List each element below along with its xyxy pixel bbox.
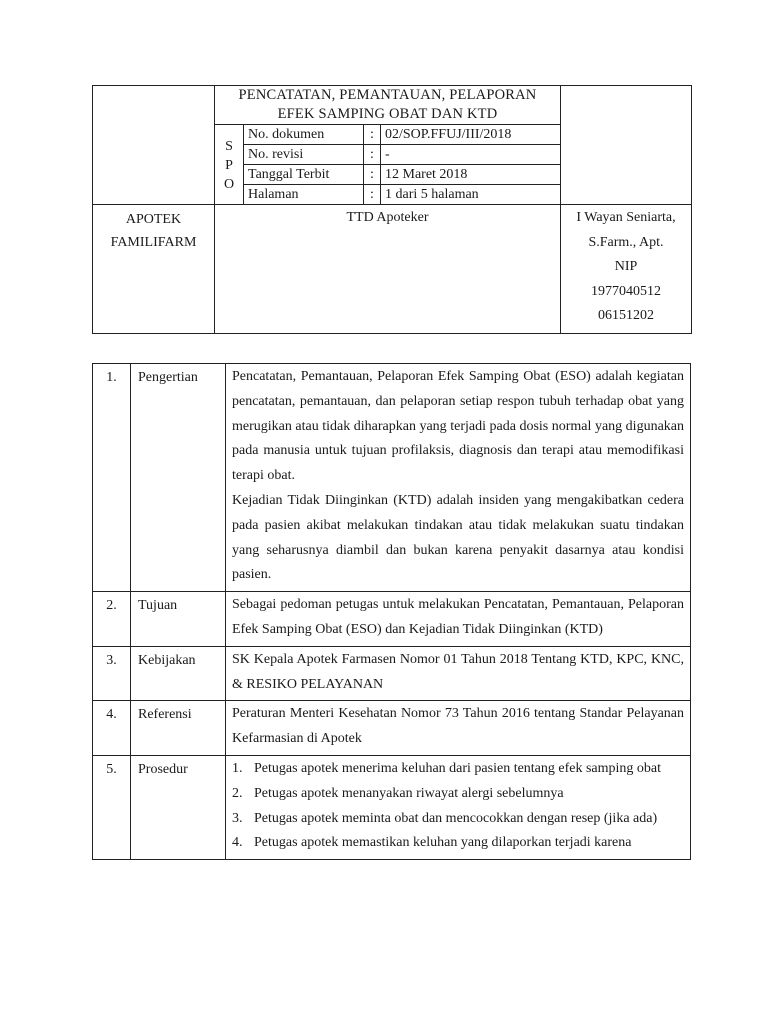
- section-content: Sebagai pedoman petugas untuk melakukan Pencatatan, Pemantauan, Pelaporan Efek Samping Obat (ESO) dan Kejadian Tidak Diinginkan (KTD): [226, 592, 691, 647]
- meta-label-revision: No. revisi: [244, 145, 364, 165]
- section-content: [226, 364, 691, 592]
- meta-colon: :: [364, 165, 381, 185]
- spo-letter-o: O: [223, 177, 235, 192]
- signer-cell: [561, 205, 692, 334]
- header-left-blank-cell: [93, 86, 215, 205]
- signature-label: TTD Apoteker: [346, 210, 429, 225]
- section-row-pengertian: [93, 364, 691, 592]
- procedure-step: [232, 831, 684, 856]
- meta-label-page: Halaman: [244, 185, 364, 205]
- section-number: 1.: [93, 364, 131, 592]
- meta-label-issue-date: Tanggal Terbit: [244, 165, 364, 185]
- step-number: 1.: [232, 760, 243, 776]
- step-number: 4.: [232, 835, 243, 851]
- meta-colon: :: [364, 125, 381, 145]
- document-title: [215, 86, 561, 125]
- section-label: Kebijakan: [131, 646, 226, 701]
- section-content: [226, 755, 691, 859]
- header-right-blank-cell: [561, 86, 692, 205]
- definition-paragraph-ktd: Kejadian Tidak Diinginkan (KTD) adalah insiden yang mengakibatkan cedera pada pasien akibat melakukan tindakan atau tidak melakukan suatu tindakan yang seharusnya diambil dan bukan karena penyakit dasarnya atau kondisi pasien.: [232, 492, 684, 583]
- section-number: 2.: [93, 592, 131, 647]
- signer-name: I Wayan Seniarta,: [576, 210, 676, 225]
- section-row-kebijakan: [93, 646, 691, 701]
- meta-colon: :: [364, 145, 381, 165]
- meta-value-page: 1 dari 5 halaman: [381, 185, 561, 205]
- step-text: Petugas apotek menerima keluhan dari pasien tentang efek samping obat: [254, 760, 662, 776]
- section-label: Tujuan: [131, 592, 226, 647]
- procedure-step: [232, 782, 684, 807]
- step-text: Petugas apotek menanyakan riwayat alergi sebelumnya: [254, 785, 564, 801]
- definition-paragraph-eso: Pencatatan, Pemantauan, Pelaporan Efek Samping Obat (ESO) adalah kegiatan pencatatan, pemantauan, dan pelaporan setiap respon tubuh terhadap obat yang merugikan atau tidak diharapkan yang terjadi pada dosis normal yang digunakan pada manusia untuk tujuan profilaksis, diagnosis dan terapi atau memodifikasi terapi obat.: [232, 369, 684, 484]
- section-label: Referensi: [131, 701, 226, 756]
- title-line-2: EFEK SAMPING OBAT DAN KTD: [277, 106, 498, 122]
- signer-nip-part-1: 1977040512: [591, 283, 661, 299]
- spo-letter-s: S: [225, 139, 233, 154]
- section-label: Pengertian: [131, 364, 226, 592]
- title-line-1: PENCATATAN, PEMANTAUAN, PELAPORAN: [238, 87, 537, 103]
- section-label: Prosedur: [131, 755, 226, 859]
- spo-letter-p: P: [225, 158, 233, 173]
- meta-value-issue-date: 12 Maret 2018: [381, 165, 561, 185]
- meta-colon: :: [364, 185, 381, 205]
- section-row-prosedur: [93, 755, 691, 859]
- pharmacy-name-line-1: APOTEK: [125, 212, 182, 227]
- step-text: Petugas apotek meminta obat dan mencocokkan dengan resep (jika ada): [254, 810, 658, 826]
- section-number: 3.: [93, 646, 131, 701]
- procedure-steps-list: [232, 757, 684, 856]
- pharmacy-name-line-2: FAMILIFARM: [110, 235, 197, 250]
- procedure-step: [232, 807, 684, 832]
- step-text: Petugas apotek memastikan keluhan yang dilaporkan terjadi karena: [254, 835, 632, 851]
- meta-value-revision: -: [381, 145, 561, 165]
- signer-nip-label: NIP: [614, 259, 638, 274]
- sop-content-table: [92, 363, 691, 860]
- spo-label: [215, 125, 244, 205]
- step-number: 3.: [232, 810, 243, 826]
- pharmacy-name-cell: [93, 205, 215, 334]
- meta-label-document-number: No. dokumen: [244, 125, 364, 145]
- section-row-referensi: [93, 701, 691, 756]
- section-content: SK Kepala Apotek Farmasen Nomor 01 Tahun 2018 Tentang KTD, KPC, KNC, & RESIKO PELAYANAN: [226, 646, 691, 701]
- meta-value-document-number: 02/SOP.FFUJ/III/2018: [381, 125, 561, 145]
- step-number: 2.: [232, 785, 243, 801]
- sop-header-table: [92, 85, 692, 334]
- procedure-step: [232, 757, 684, 782]
- section-content: Peraturan Menteri Kesehatan Nomor 73 Tahun 2016 tentang Standar Pelayanan Kefarmasian di Apotek: [226, 701, 691, 756]
- section-number: 5.: [93, 755, 131, 859]
- section-row-tujuan: [93, 592, 691, 647]
- signature-cell: [215, 205, 561, 334]
- signer-degree: S.Farm., Apt.: [588, 234, 664, 250]
- section-number: 4.: [93, 701, 131, 756]
- signer-nip-part-2: 06151202: [598, 308, 654, 323]
